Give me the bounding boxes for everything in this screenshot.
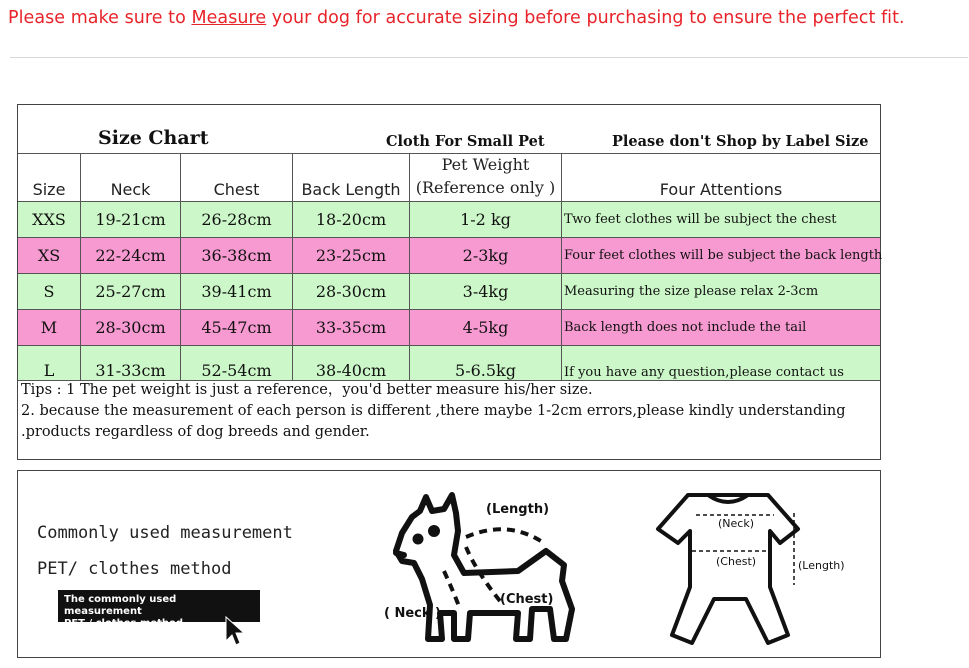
cell-chest: 45-47cm [181,310,293,345]
cell-attention: If you have any question,please contact us [564,365,844,380]
cell-back-length: 28-30cm [293,274,410,309]
dog-neck-label: ( Neck ) [384,606,441,621]
table-row [18,309,880,345]
cell-size: XS [18,238,81,273]
cell-back-length: 23-25cm [293,238,410,273]
mouse-cursor-icon [224,615,246,647]
cell-neck: 19-21cm [81,202,181,237]
shirt-length-label: (Length) [798,559,845,572]
cell-back-length: 38-40cm [293,346,410,380]
measure-heading: Commonly used measurement [37,523,293,543]
header-chest: Chest [181,154,293,201]
chart-subtitle: Cloth For Small Pet [386,133,545,150]
cell-size: XXS [18,202,81,237]
dog-chest-label: (Chest) [500,592,554,607]
measure-label-line1: The commonly used measurement [64,594,177,617]
cell-weight: 2-3kg [410,238,562,273]
cell-attention: Back length does not include the tail [564,320,807,335]
shirt-neck-label: (Neck) [718,517,754,530]
table-row [18,201,880,237]
cell-weight: 3-4kg [410,274,562,309]
cell-size: L [18,346,81,380]
dog-measurement-diagram [368,481,608,651]
cell-attention: Two feet clothes will be subject the chest [564,212,837,227]
size-chart [17,104,881,460]
sizing-notice [8,8,968,28]
divider [10,57,968,58]
header-four-attentions: Four Attentions [659,180,783,199]
table-row [18,345,880,380]
cell-chest: 52-54cm [181,346,293,380]
cell-size: M [18,310,81,345]
header-weight-line2: (Reference only ) [415,178,556,197]
header-size: Size [18,154,81,201]
tips [21,380,846,443]
measure-subheading: PET/ clothes method [37,559,232,579]
cell-size: S [18,274,81,309]
cell-back-length: 18-20cm [293,202,410,237]
measure-label-line2: PET / clothes method [64,618,184,629]
header-weight-line1: Pet Weight [441,155,530,174]
cell-neck: 25-27cm [81,274,181,309]
label-size-warning: Please don't Shop by Label Size [612,133,869,150]
cell-chest: 36-38cm [181,238,293,273]
header-neck: Neck [81,154,181,201]
dog-length-label: (Length) [486,502,550,517]
chart-title-row [18,105,880,153]
chart-title: Size Chart [98,127,209,149]
cell-neck: 22-24cm [81,238,181,273]
tip-line: Tips : 1 The pet weight is just a reference，you'd better measure his/her size. [21,382,593,398]
cell-weight: 5-6.5kg [410,346,562,380]
table-row [18,237,883,273]
cell-weight: 1-2 kg [410,202,562,237]
header-back-length: Back Length [293,154,410,201]
cell-chest: 39-41cm [181,274,293,309]
chart-header-row [18,153,880,201]
cell-attention: Four feet clothes will be subject the back length [564,248,883,263]
cell-chest: 26-28cm [181,202,293,237]
shirt-chest-label: (Chest) [716,555,757,568]
measure-link[interactable]: Measure [191,8,267,28]
header-pet-weight [410,154,562,201]
measurement-guide [17,470,881,658]
cell-attention: Measuring the size please relax 2-3cm [564,284,819,299]
cell-neck: 31-33cm [81,346,181,380]
shirt-measurement-diagram [648,485,848,655]
tip-line: .products regardless of dog breeds and gender. [21,424,370,440]
notice-suffix: your dog for accurate sizing before purchasing to ensure the perfect fit. [266,8,905,28]
notice-prefix: Please make sure to [8,8,192,28]
tip-line: 2. because the measurement of each person is different ,there maybe 1-2cm errors,please kindly understanding [21,403,846,419]
cell-back-length: 33-35cm [293,310,410,345]
table-row [18,273,880,309]
cell-weight: 4-5kg [410,310,562,345]
cell-neck: 28-30cm [81,310,181,345]
